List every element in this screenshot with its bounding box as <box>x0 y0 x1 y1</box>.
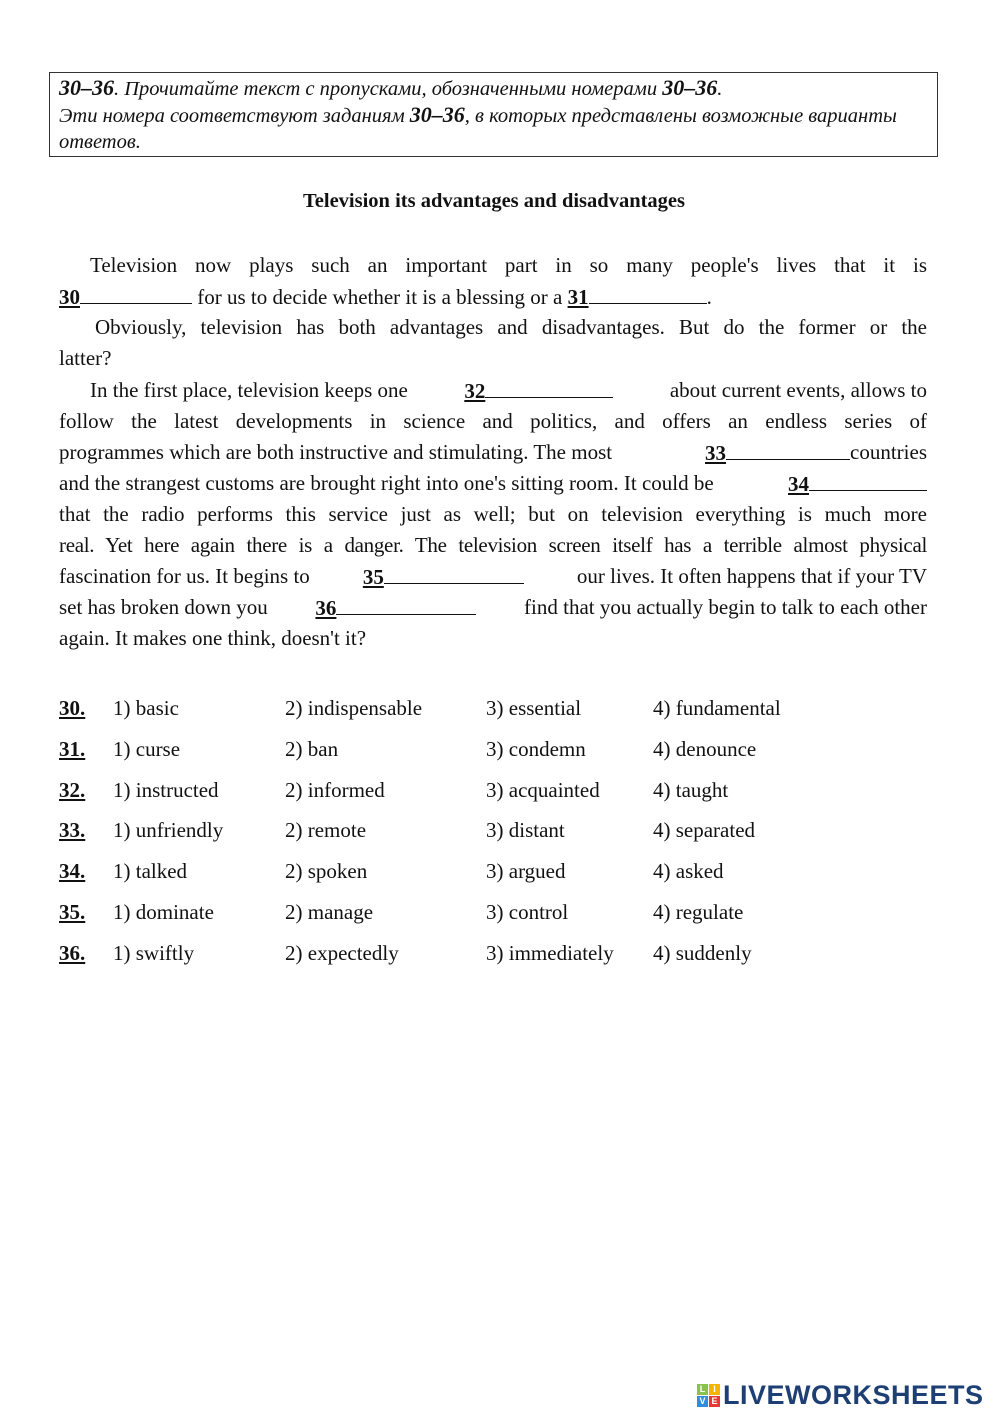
text-line: again. It makes one think, doesn't it? <box>59 626 367 650</box>
text-segment: . <box>706 285 712 309</box>
gap-line <box>336 592 476 615</box>
text-line: Obviously, television has both advantages and disadvantages. But do the former or the <box>95 315 927 339</box>
gap-line <box>809 468 927 491</box>
answer-option[interactable]: 4) fundamental <box>653 696 781 720</box>
gap-number: 36 <box>315 596 337 620</box>
answer-option[interactable]: 1) basic <box>113 696 179 720</box>
text-title: Television its advantages and disadvantages <box>303 190 685 212</box>
answer-option[interactable]: 4) asked <box>653 859 724 884</box>
question-row <box>59 938 919 968</box>
question-number: 36. <box>59 940 86 965</box>
text-line <box>59 375 927 406</box>
gap-number: 32 <box>464 379 486 403</box>
question-row <box>59 734 919 764</box>
answer-option[interactable]: 3) condemn <box>486 736 586 761</box>
text-line <box>59 437 927 468</box>
gap-33[interactable] <box>705 437 850 468</box>
question-row <box>59 693 919 723</box>
text-line: follow the latest developments in science and politics, and offers an endless series of <box>59 409 927 433</box>
gap-line <box>384 561 524 584</box>
logo-text: LIVEWORKSHEETS <box>723 1380 984 1410</box>
answer-option[interactable]: 2) indispensable <box>285 696 423 720</box>
gap-number: 31 <box>567 285 589 309</box>
answer-option[interactable]: 3) control <box>486 900 569 924</box>
question-number: 35. <box>59 900 86 924</box>
answer-option[interactable]: 4) separated <box>653 818 756 843</box>
text-segment: programmes which are both instructive and stimulating. The most <box>59 440 613 464</box>
text-line: Television now plays such an important part in so many people's lives that it is <box>90 253 927 277</box>
answer-option[interactable]: 1) curse <box>113 736 181 761</box>
instructions-text: Эти номера соответствуют заданиям <box>59 105 410 127</box>
task-range: 30–36 <box>662 75 718 100</box>
gap-30[interactable] <box>59 281 192 313</box>
text-line: real. Yet here again there is a danger. The television screen itself has a terrible almost physical <box>59 533 927 557</box>
answer-option[interactable]: 3) acquainted <box>486 777 600 802</box>
text-segment: for us to decide whether it is a blessing or a <box>192 285 568 309</box>
task-range: 30–36 <box>409 102 465 127</box>
question-row <box>59 856 919 886</box>
gap-32[interactable] <box>464 375 613 406</box>
text-segment: find that you actually begin to talk to each other <box>524 595 927 619</box>
logo-tiles-icon: L I V E <box>697 1384 720 1407</box>
answer-option[interactable]: 2) expectedly <box>285 940 399 965</box>
answer-option[interactable]: 4) regulate <box>653 900 744 924</box>
answer-option[interactable]: 3) distant <box>486 818 565 843</box>
instructions-text: . Прочитайте текст с пропусками, обозначенными номерами <box>114 78 663 100</box>
answer-option[interactable]: 1) dominate <box>113 900 214 924</box>
gap-line <box>589 281 707 304</box>
gap-line <box>80 281 192 304</box>
answer-option[interactable]: 4) denounce <box>653 736 757 761</box>
answer-option[interactable]: 3) immediately <box>486 940 614 965</box>
gap-line <box>485 375 613 398</box>
text-segment: and the strangest customs are brought right into one's sitting room. It could be <box>59 471 714 495</box>
question-number: 32. <box>59 777 86 802</box>
gap-35[interactable] <box>363 561 524 592</box>
answer-option[interactable]: 1) talked <box>113 859 188 884</box>
question-number: 34. <box>59 859 86 884</box>
text-segment: set has broken down you <box>59 595 268 619</box>
answer-option[interactable]: 2) spoken <box>285 859 368 884</box>
text-line: latter? <box>59 346 112 370</box>
gap-number: 35 <box>362 565 384 589</box>
question-row <box>59 897 919 927</box>
answer-option[interactable]: 4) taught <box>653 777 729 802</box>
text-segment: In the first place, television keeps one <box>90 378 408 402</box>
text-segment: our lives. It often happens that if your TV <box>576 564 927 588</box>
task-range: 30–36 <box>59 75 114 100</box>
text-line <box>59 561 927 592</box>
answer-option[interactable]: 2) remote <box>285 818 367 843</box>
question-number: 31. <box>59 736 86 761</box>
question-number: 33. <box>59 818 86 843</box>
instructions-box <box>49 72 938 157</box>
text-line: that the radio performs this service just as well; but on television everything is much more <box>59 502 927 526</box>
liveworksheets-logo <box>697 1380 984 1411</box>
question-number: 30. <box>59 696 86 720</box>
answer-option[interactable]: 1) swiftly <box>113 940 195 965</box>
text-line <box>59 468 927 499</box>
gap-31[interactable] <box>568 281 707 313</box>
text-line <box>59 592 927 623</box>
gap-number: 34 <box>788 472 809 496</box>
answer-option[interactable]: 2) manage <box>285 900 374 924</box>
answer-option[interactable]: 3) argued <box>486 859 566 884</box>
question-row <box>59 815 919 845</box>
answer-option[interactable]: 4) suddenly <box>653 940 752 965</box>
instructions-text: , в которых представлены возможные варианты ответов. <box>59 105 897 153</box>
text-segment: about current events, allows to <box>669 378 927 402</box>
gap-line <box>726 437 850 460</box>
answer-option[interactable]: 2) ban <box>285 736 339 761</box>
text-segment: fascination for us. It begins to <box>59 564 310 588</box>
answer-option[interactable]: 3) essential <box>486 696 582 720</box>
instructions-text: . <box>717 78 723 100</box>
gap-number: 30 <box>59 285 80 309</box>
gap-number: 33 <box>705 441 727 465</box>
gap-34[interactable] <box>788 468 927 499</box>
question-row <box>59 775 919 805</box>
text-segment: countries <box>850 440 927 464</box>
answer-option[interactable]: 2) informed <box>285 777 385 802</box>
answer-option[interactable]: 1) instructed <box>113 777 219 802</box>
answer-option[interactable]: 1) unfriendly <box>113 818 224 843</box>
text-line <box>59 281 927 312</box>
gap-36[interactable] <box>315 592 476 623</box>
